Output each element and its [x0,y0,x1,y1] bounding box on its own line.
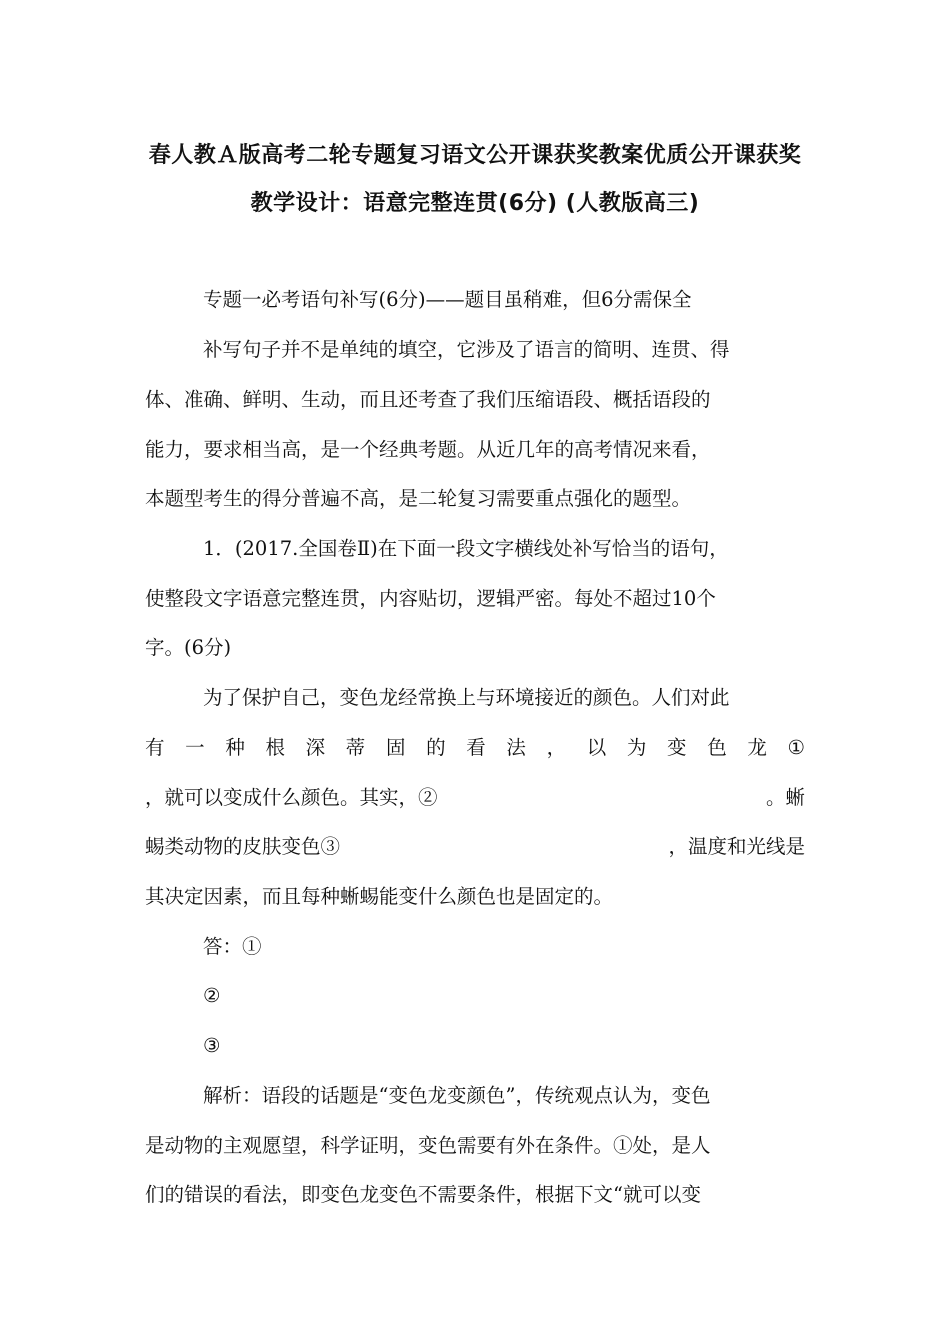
section-heading: 专题一必考语句补写(6分)——题目虽稍难，但6分需保全 [203,288,692,311]
passage-char: 龙 [747,736,767,759]
passage-text-before-blank: ，就可以变成什么颜色。其实，② [145,786,438,809]
passage-char: 蒂 [345,736,366,759]
passage-char: 为 [626,736,647,759]
passage-line-with-blank [145,833,805,861]
analysis-line: 是动物的主观愿望，科学证明，变色需要有外在条件。①处，是人 [145,1134,711,1157]
passage-line: 为了保护自己，变色龙经常换上与环境接近的颜色。人们对此 [203,686,730,709]
passage-text-after-blank: ，温度和光线是 [668,835,805,858]
document-title-line-1: 春人教Ａ版高考二轮专题复习语文公开课获奖教案优质公开课获奖 [148,143,802,168]
passage-char: 以 [586,736,607,759]
question-line: 使整段文字语意完整连贯，内容贴切，逻辑严密。每处不超过10个 [145,587,716,610]
passage-char: 固 [385,736,406,759]
passage-text-after-blank: 。蜥 [765,786,805,809]
passage-char: 种 [225,736,245,759]
answer-line: ② [203,984,221,1007]
passage-line-with-blank [145,784,805,812]
passage-char: 色 [707,736,727,759]
passage-line: 其决定因素，而且每种蜥蜴能变什么颜色也是固定的。 [145,885,614,908]
passage-char: ① [787,736,805,759]
intro-line: 能力，要求相当高，是一个经典考题。从近几年的高考情况来看， [145,438,711,461]
analysis-line: 解析：语段的话题是“变色龙变颜色”，传统观点认为，变色 [203,1084,711,1107]
question-line: 1．(2017.全国卷Ⅱ)在下面一段文字横线处补写恰当的语句， [203,537,729,560]
passage-char: 根 [265,736,285,759]
question-line: 字。(6分) [145,636,232,659]
passage-char: 法 [506,736,526,759]
passage-line-justified [145,734,805,762]
analysis-line: 们的错误的看法，即变色龙变色不需要条件，根据下文“就可以变 [145,1183,701,1206]
passage-char: 有 [145,736,165,759]
passage-char: 看 [466,736,486,759]
intro-line: 本题型考生的得分普遍不高，是二轮复习需要重点强化的题型。 [145,487,692,510]
passage-char: 一 [185,736,205,759]
answer-line: ③ [203,1034,221,1057]
passage-char: 的 [426,736,446,759]
passage-char: 深 [305,736,326,759]
passage-char: ， [546,736,567,759]
intro-line: 补写句子并不是单纯的填空，它涉及了语言的简明、连贯、得 [203,338,730,361]
intro-line: 体、准确、鲜明、生动，而且还考查了我们压缩语段、概括语段的 [145,388,711,411]
answer-line: 答：① [203,935,262,958]
passage-char: 变 [667,736,687,759]
passage-text-before-blank: 蜴类动物的皮肤变色③ [145,835,341,858]
document-title-line-2: 教学设计：语意完整连贯(6分) (人教版高三) [250,191,700,216]
